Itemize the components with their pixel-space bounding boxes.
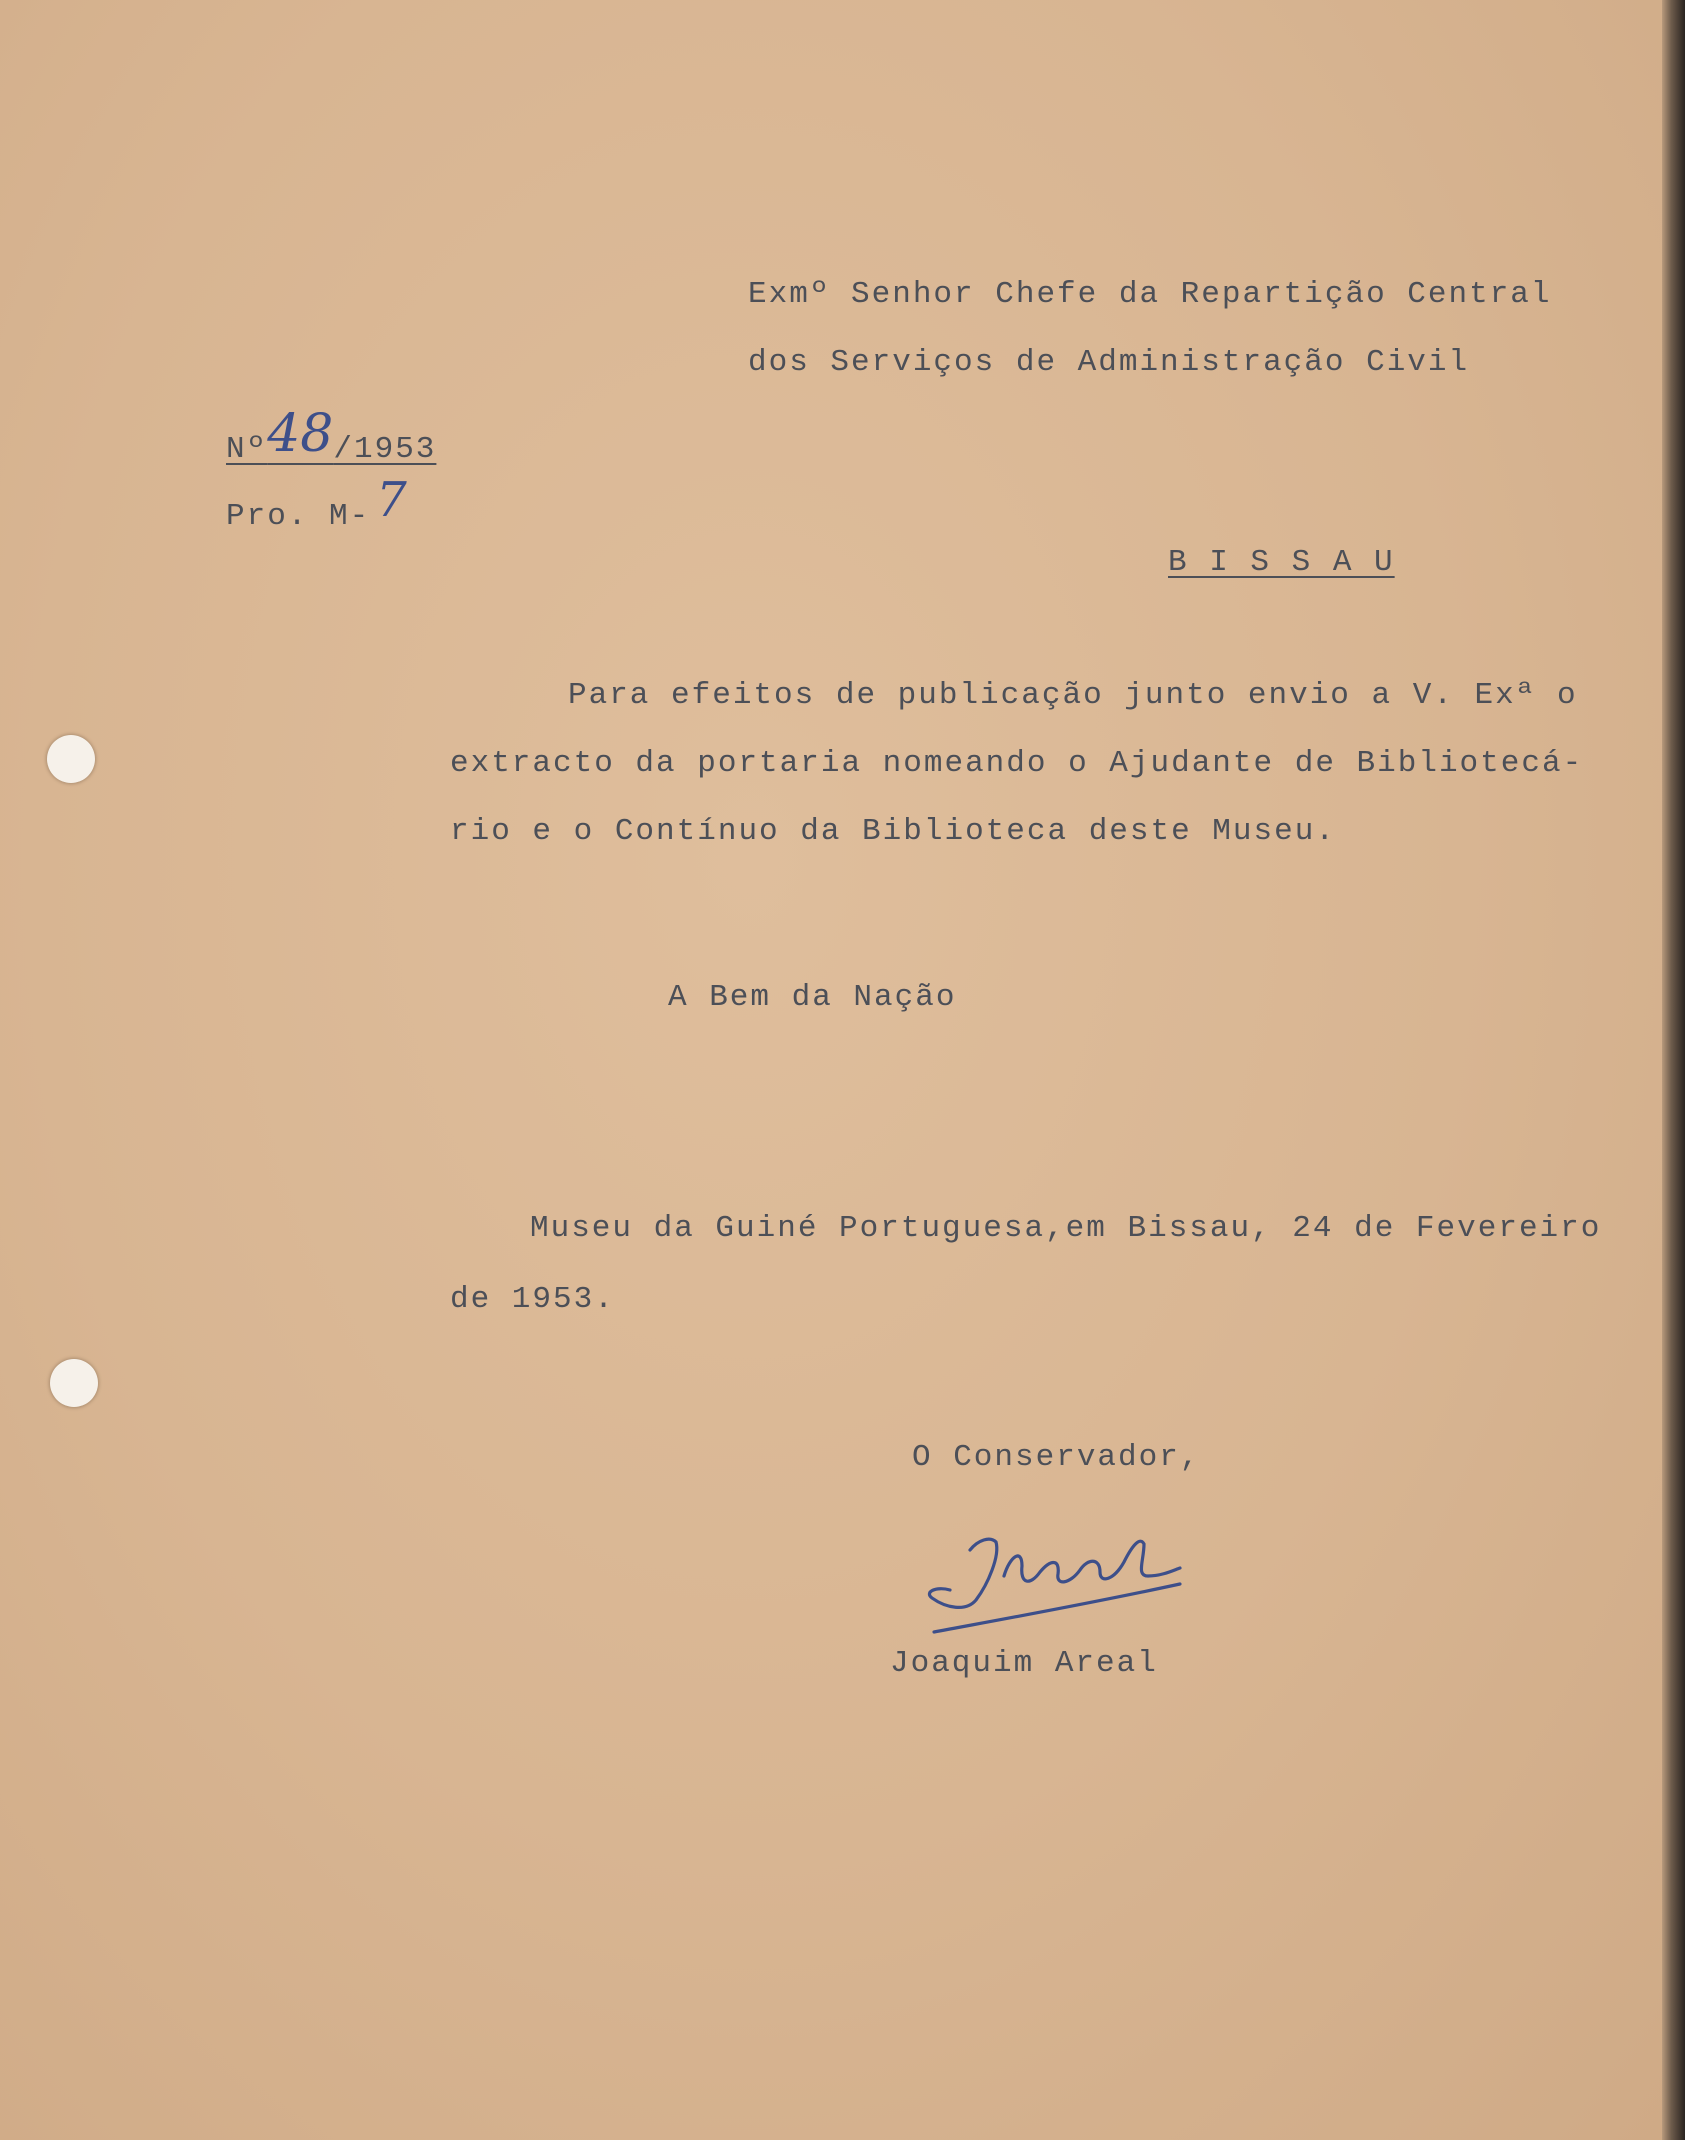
- page-edge-shadow: [1662, 0, 1685, 2140]
- handwritten-signature: [918, 1512, 1188, 1642]
- process-reference: [226, 472, 407, 536]
- body-line-2: extracto da portaria nomeando o Ajudante de Bibliotecá-: [450, 746, 1584, 781]
- addressee-line-1: Exmº Senhor Chefe da Repartição Central: [748, 277, 1552, 312]
- salutation: A Bem da Nação: [668, 980, 957, 1015]
- punch-hole-bottom: [50, 1359, 98, 1407]
- process-handwritten: 7: [376, 472, 407, 528]
- reference-number: [226, 404, 437, 470]
- process-prefix: Pro. M-: [226, 499, 371, 534]
- city-heading: B I S S A U: [1168, 545, 1395, 580]
- reference-number-prefix: Nº: [226, 432, 268, 467]
- addressee-line-2: dos Serviços de Administração Civil: [748, 345, 1470, 380]
- punch-hole-top: [47, 735, 95, 783]
- body-line-3: rio e o Contínuo da Biblioteca deste Museu.: [450, 814, 1336, 849]
- signatory-name: Joaquim Areal: [890, 1646, 1158, 1681]
- reference-number-year: /1953: [333, 432, 437, 467]
- place-date-line-2: de 1953.: [450, 1282, 615, 1317]
- reference-number-handwritten: 48: [267, 404, 334, 464]
- place-date-line-1: Museu da Guiné Portuguesa,em Bissau, 24 de Fevereiro: [530, 1211, 1602, 1246]
- signoff-title: O Conservador,: [912, 1440, 1201, 1475]
- body-line-1: Para efeitos de publicação junto envio a V. Exª o: [568, 678, 1578, 713]
